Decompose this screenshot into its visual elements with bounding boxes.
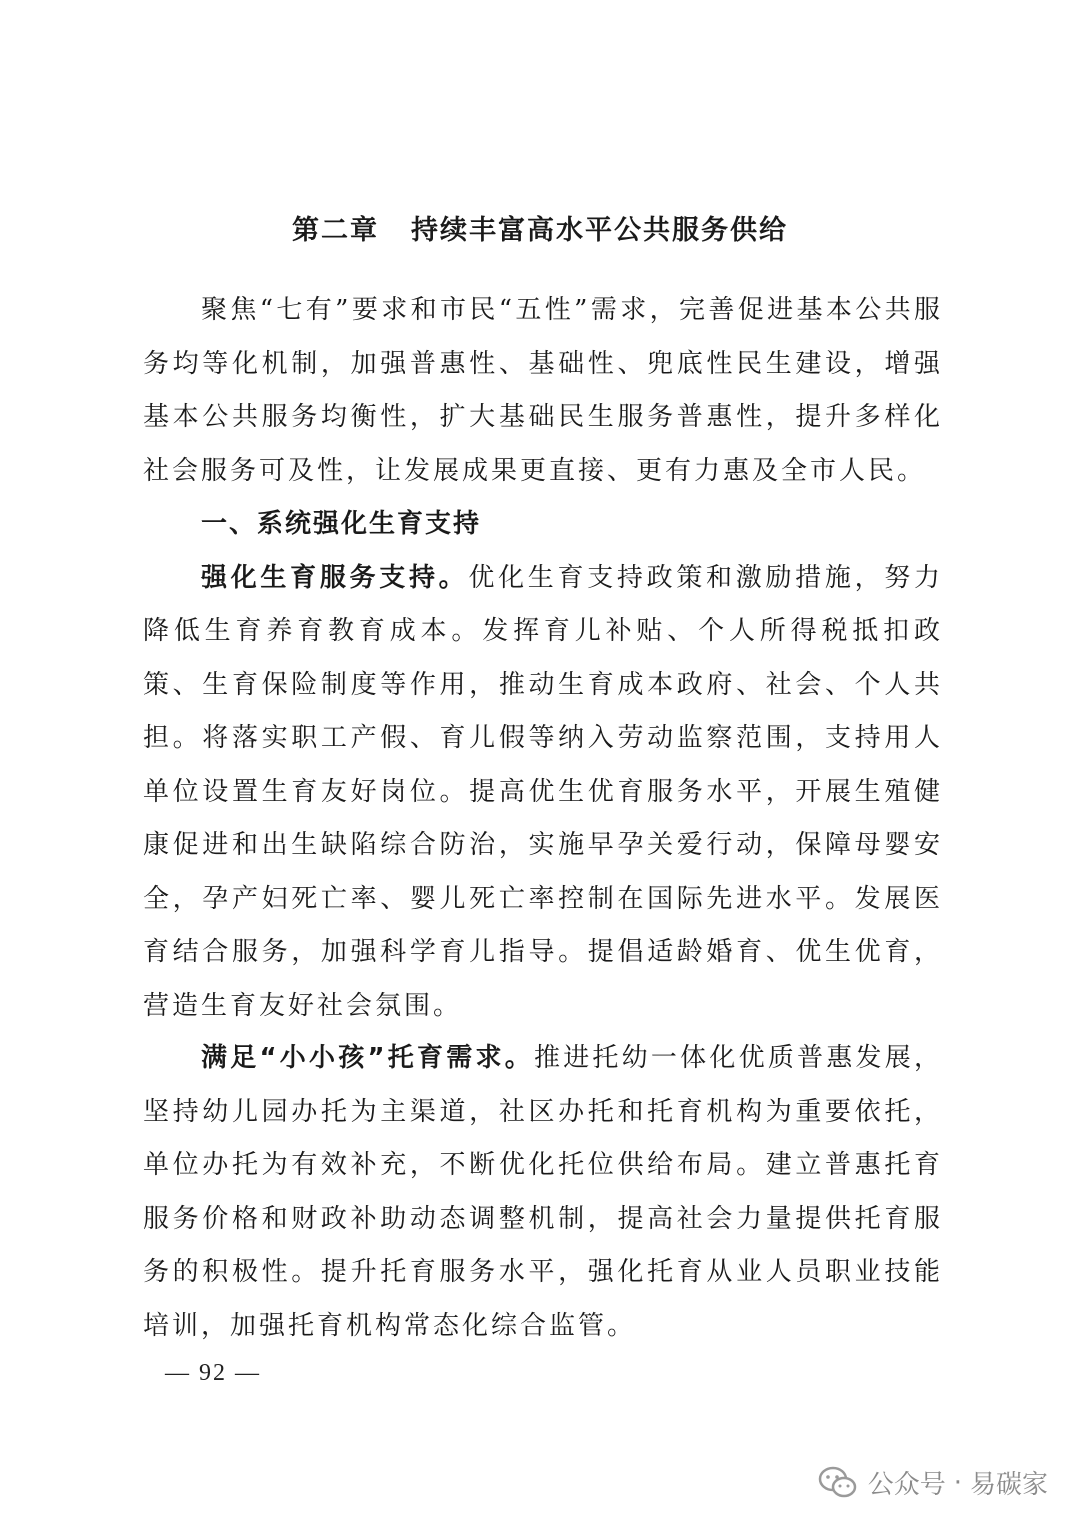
paragraph-text: 推进托幼一体化优质普惠发展，坚持幼儿园办托为主渠道，社区办托和托育机构为重要依托，单位办托为有效补充，不断优化托位供给布局。建立普惠托育服务价格和财政补助动态调整机制，提高社会力量提供托育服务的积极性。提升托育服务水平，强化托育从业人员职业技能培训，加强托育机构常态化综合监管。 xyxy=(143,1043,943,1341)
paragraph-childbirth-support xyxy=(143,552,943,1034)
watermark-separator: · xyxy=(953,1467,962,1498)
chapter-number: 第二章 xyxy=(292,215,379,246)
chapter-title-text: 持续丰富高水平公共服务供给 xyxy=(411,215,788,246)
section-1 xyxy=(143,498,943,1033)
paragraph-childcare-demand xyxy=(143,1032,943,1353)
page-number: — 92 — xyxy=(165,1360,261,1386)
paragraph-lead: 满足“小小孩”托育需求。 xyxy=(201,1043,534,1073)
paragraph-text: 优化生育支持政策和激励措施，努力降低生育养育教育成本。发挥育儿补贴、个人所得税抵扣政策、生育保险制度等作用，推动生育成本政府、社会、个人共担。将落实职工产假、育儿假等纳入劳动监察范围，支持用人单位设置生育友好岗位。提高优生优育服务水平，开展生殖健康促进和出生缺陷综合防治，实施早孕关爱行动，保障母婴安全，孕产妇死亡率、婴儿死亡率控制在国际先进水平。发展医育结合服务，加强科学育儿指导。提倡适龄婚育、优生优育，营造生育友好社会氛围。 xyxy=(143,562,943,1021)
intro-paragraph: 聚焦“七有”要求和市民“五性”需求，完善促进基本公共服务均等化机制，加强普惠性、基础性、兜底性民生建设，增强基本公共服务均衡性，扩大基础民生服务普惠性，提升多样化社会服务可及性，让发展成果更直接、更有力惠及全市人民。 xyxy=(143,295,943,486)
section-1-continued xyxy=(143,1032,943,1353)
watermark-account: 易碳家 xyxy=(969,1470,1048,1500)
watermark xyxy=(818,1464,1048,1501)
chapter-title xyxy=(0,208,1080,247)
section-heading: 一、系统强化生育支持 xyxy=(201,509,482,539)
watermark-label: 公众号 xyxy=(867,1470,946,1500)
intro-block xyxy=(143,284,943,498)
paragraph-lead: 强化生育服务支持。 xyxy=(201,562,469,593)
wechat-icon xyxy=(818,1466,858,1500)
